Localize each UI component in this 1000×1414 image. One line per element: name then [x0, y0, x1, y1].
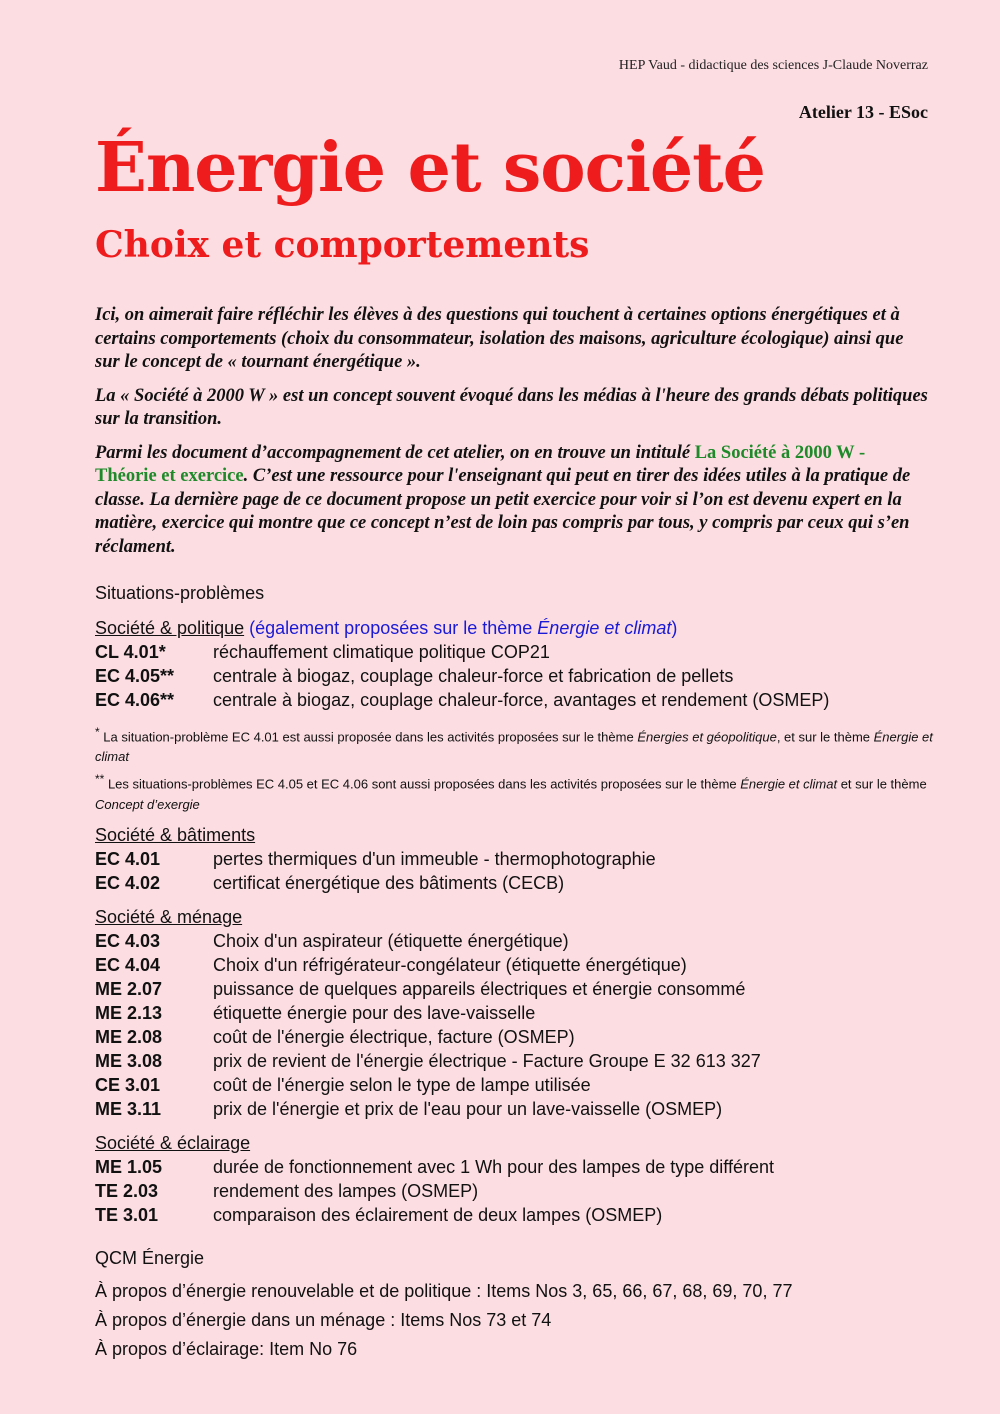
list-item: EC 4.01 pertes thermiques d'un immeuble - thermophotographie	[95, 848, 656, 869]
section-batiments-title: Société & bâtiments	[95, 824, 256, 845]
section-eclairage-title: Société & éclairage	[95, 1132, 251, 1153]
list-item: TE 2.03 rendement des lampes (OSMEP)	[95, 1180, 479, 1201]
header-author-line: HEP Vaud - didactique des sciences J-Claude Noverraz	[618, 58, 928, 73]
qcm-line: À propos d’énergie renouvelable et de politique : Items Nos 3, 65, 66, 67, 68, 69, 70, 77	[95, 1280, 793, 1301]
list-item: CL 4.01* réchauffement climatique politique COP21	[95, 642, 550, 662]
qcm-heading: QCM Énergie	[95, 1247, 205, 1268]
section-eclairage	[95, 1131, 935, 1227]
list-item: EC 4.05** centrale à biogaz, couplage chaleur-force et fabrication de pellets	[95, 666, 734, 686]
list-item: ME 3.11 prix de l'énergie et prix de l'eau pour un lave-vaisselle (OSMEP)	[95, 1098, 723, 1119]
section-politique	[95, 616, 935, 815]
qcm-line: À propos d’éclairage: Item No 76	[95, 1338, 358, 1359]
intro-p3-before: Parmi les document d’accompagnement de cet atelier, on en trouve un intitulé	[95, 442, 695, 463]
document-link[interactable]: La Société à 2000 W - Théorie et exercice	[95, 442, 866, 486]
list-item: ME 3.08 prix de revient de l'énergie électrique - Facture Groupe E 32 613 327	[95, 1050, 761, 1071]
list-item: ME 2.13 étiquette énergie pour des lave-vaisselle	[95, 1002, 536, 1023]
atelier-label: Atelier 13 - ESoc	[798, 102, 928, 122]
intro-p3-after: . C’est une ressource pour l'enseignant qui peut en tirer des idées utiles à la pratique de classe. La dernière page de ce document propose un petit exercice pour voir si l’on est devenu expert en la matière, exercice qui montre que ce concept n’est de loin pas compris par tous, y compris par ceux qui s’en réclament.	[95, 466, 911, 557]
list-item: EC 4.04 Choix d'un réfrigérateur-congélateur (étiquette énergétique)	[95, 954, 687, 975]
list-item: EC 4.02 certificat énergétique des bâtiments (CECB)	[95, 872, 565, 893]
list-item: EC 4.06** centrale à biogaz, couplage chaleur-force, avantages et rendement (OSMEP)	[95, 690, 830, 710]
section-batiments	[95, 823, 935, 895]
footnote-1: * La situation-problème EC 4.01 est aussi proposée dans les activités proposées sur le thème Énergies et géopolitique, et sur le thème Énergie et climat	[95, 725, 933, 765]
section-menage-title: Société & ménage	[95, 906, 243, 927]
situations-heading: Situations-problèmes	[95, 583, 265, 603]
section-politique-title: Société & politique	[95, 618, 245, 638]
page-subtitle: Choix et comportements	[95, 224, 590, 266]
intro-section	[95, 304, 930, 569]
intro-paragraph-1: Ici, on aimerait faire réfléchir les élèves à des questions qui touchent à certaines options énergétiques et à certains comportements (choix du consommateur, isolation des maisons, agriculture écologique) ainsi que sur le concept de « tournant énergétique ».	[95, 305, 904, 372]
main-content	[95, 580, 935, 1364]
politique-note: (également proposées sur le thème Énergie et climat)	[249, 618, 678, 638]
page-title: Énergie et société	[95, 128, 765, 208]
section-qcm	[95, 1245, 935, 1364]
list-item: EC 4.03 Choix d'un aspirateur (étiquette énergétique)	[95, 930, 569, 951]
list-item: ME 2.07 puissance de quelques appareils électriques et énergie consommé	[95, 978, 746, 999]
list-item: TE 3.01 comparaison des éclairement de deux lampes (OSMEP)	[95, 1204, 663, 1225]
section-menage	[95, 905, 935, 1121]
list-item: CE 3.01 coût de l'énergie selon le type de lampe utilisée	[95, 1074, 591, 1095]
footnote-2: ** Les situations-problèmes EC 4.05 et EC 4.06 sont aussi proposées dans les activités proposées sur le thème Énergie et climat et sur le thème Concept d’exergie	[95, 772, 927, 812]
qcm-line: À propos d’énergie dans un ménage : Items Nos 73 et 74	[95, 1309, 552, 1330]
list-item: ME 2.08 coût de l'énergie électrique, facture (OSMEP)	[95, 1026, 575, 1047]
intro-paragraph-3	[95, 442, 930, 560]
intro-paragraph-2: La « Société à 2000 W » est un concept souvent évoqué dans les médias à l'heure des grands débats politiques sur la transition.	[95, 385, 928, 429]
list-item: ME 1.05 durée de fonctionnement avec 1 Wh pour des lampes de type différent	[95, 1156, 775, 1177]
